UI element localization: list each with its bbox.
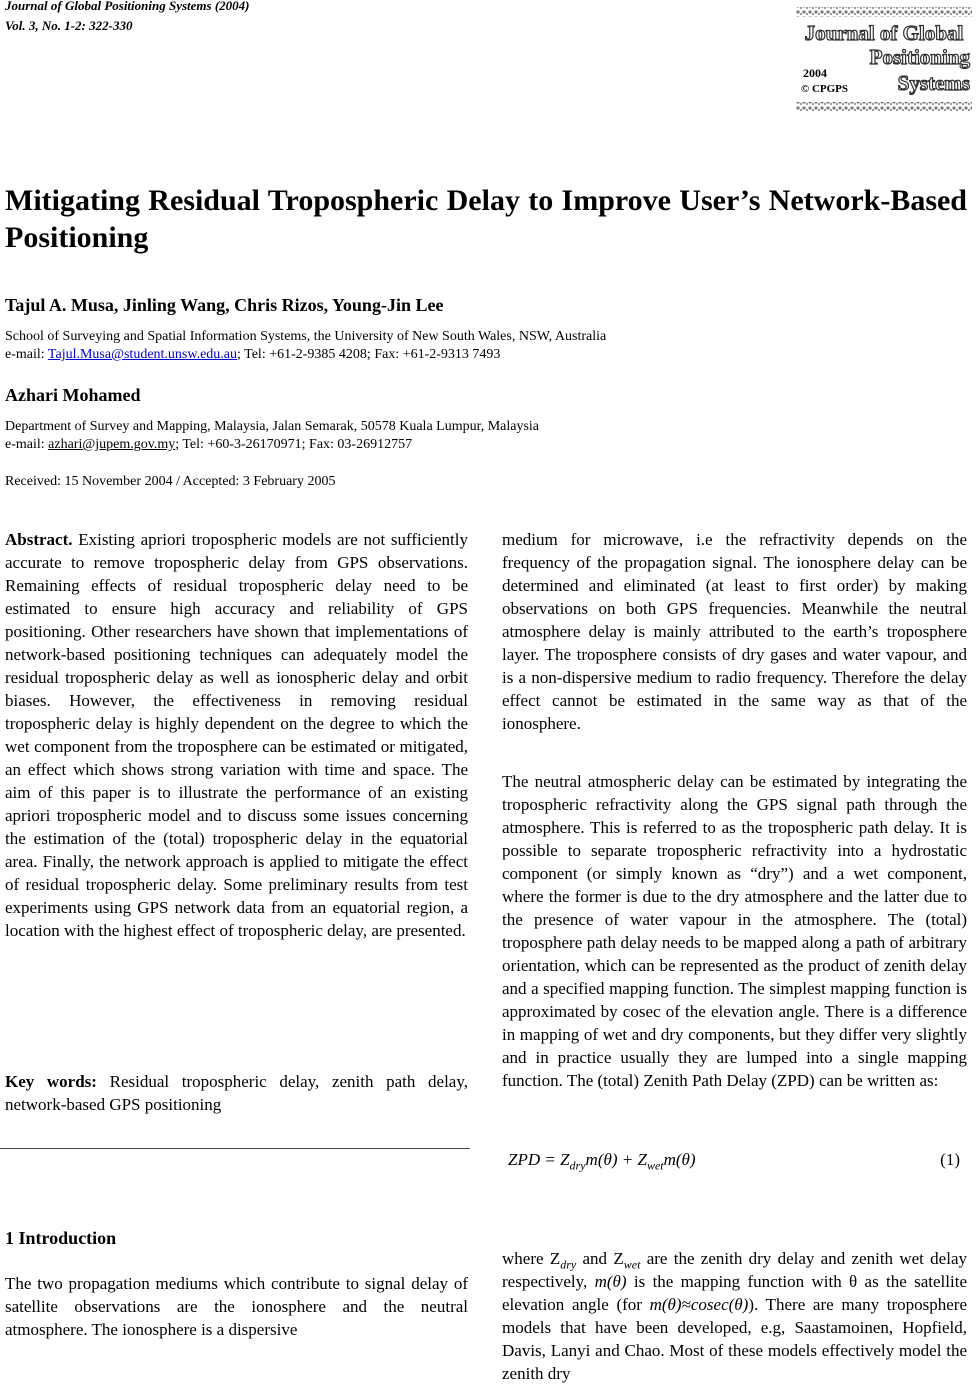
contact-2-phone: ; Tel: +60-3-26170971; Fax: 03-26912757 (175, 437, 413, 452)
affiliation-2: Department of Survey and Mapping, Malaysia, Jalan Semarak, 50578 Kuala Lumpur, Malaysia (5, 419, 540, 434)
contact-1-phone: ; Tel: +61-2-9385 4208; Fax: +61-2-9313 7493 (237, 347, 501, 362)
journal-volume: Vol. 3, No. 1-2: 322-330 (5, 18, 133, 33)
p3-e: are the zenith dry delay and zenith wet delay respectively, (502, 1249, 967, 1291)
logo-year: 2004 (803, 66, 827, 80)
eq-lhs: ZPD = Z (508, 1150, 570, 1169)
logo-bottom-border (796, 102, 972, 112)
p3-sub-wet: wet (623, 1257, 641, 1272)
equation-number: (1) (940, 1150, 960, 1169)
eq-sub-wet: wet (646, 1158, 664, 1173)
contact-2-prefix: e-mail: (5, 437, 49, 452)
journal-name: Journal of Global Positioning Systems (2004) (5, 0, 250, 13)
p3-i: ). There are many troposphere models that have been developed, e.g, Saastamoinen, Hopfield, Davis, Lanyi and Chao. Most of these models effectively model the zenith dry (502, 1295, 968, 1383)
logo-top-border (796, 7, 972, 17)
p3-c: and Z (576, 1249, 624, 1268)
logo-line1: Journal of Global (804, 21, 964, 45)
section-heading-introduction: 1 Introduction (5, 1228, 117, 1248)
authors-group-2: Azhari Mohamed (5, 385, 141, 405)
equation-1 (508, 1150, 968, 1176)
right-para2-text: The neutral atmospheric delay can be estimated by integrating the tropospheric refractivity along the GPS signal path through the atmosphere. This is referred to as the tropospheric path delay. It is possible to separate tropospheric refractivity into a hydrostatic component (or simply known as “dry”) and a wet component, where the former is due to the dry atmosphere and the latter due to the presence of water vapour in the atmosphere. The (total) troposphere path delay needs to be mapped along a path of arbitrary orientation, which can be represented as the product of zenith delay and a specified mapping function. The simplest mapping function is approximated by cosec of the elevation angle. There is a difference in mapping of wet and dry components, but they differ very slightly and in practice usually they are lumped into a single mapping function. The (total) Zenith Path Delay (ZPD) can be written as: (502, 772, 967, 1090)
contact-1 (5, 346, 500, 364)
abstract-block (5, 528, 468, 942)
email-link-2[interactable]: azhari@jupem.gov.my (48, 437, 176, 452)
logo-copyright: © CPGPS (801, 83, 849, 95)
journal-logo (796, 4, 972, 116)
intro-text: The two propagation mediums which contribute to signal delay of satellite observations are the ionosphere and the neutral atmosphere. The ionosphere is a dispersive (5, 1274, 468, 1339)
eq-sub-dry: dry (569, 1158, 586, 1173)
received-dates: Received: 15 November 2004 / Accepted: 3 February 2005 (5, 474, 336, 489)
logo-line3: Systems (897, 71, 970, 95)
p3-mapping-fn: m(θ) (594, 1272, 627, 1291)
affiliation-1: School of Surveying and Spatial Information Systems, the University of New South Wales, NSW, Australia (5, 329, 607, 344)
authors-group-1: Tajul A. Musa, Jinling Wang, Chris Rizos, Young-Jin Lee (5, 295, 444, 315)
logo-line2: Positioning (869, 45, 970, 69)
intro-paragraph (5, 1272, 468, 1341)
email-link-1[interactable]: Tajul.Musa@student.unsw.edu.au (47, 347, 237, 362)
p3-a: where Z (502, 1249, 561, 1268)
abstract-text: Existing apriori tropospheric models are not sufficiently accurate to remove tropospheric delay from GPS observations. Remaining effects of residual tropospheric delay need to be estimated to ensure high accuracy and reliability of GPS positioning. Other researchers have shown that implementations of network-based positioning techniques can adequately model the residual tropospheric delay as well as ionospheric delay and orbit biases. However, the effectiveness in removing residual tropospheric delay is highly dependent on the degree to which the wet component from the troposphere can be estimated or mitigated, an effect which shows strong variation with time and space. The aim of this paper is to illustrate the performance of an existing apriori tropospheric model and to discuss some issues concerning the estimation of the (total) tropospheric delay in the equatorial area. Finally, the network approach is applied to mitigate the effect of residual tropospheric delay. Some preliminary results from test experiments using GPS network data from an equatorial region, a location with the highest effect of tropospheric delay, are presented. (5, 530, 468, 940)
keywords-block (5, 1070, 468, 1116)
eq-end: m(θ) (663, 1150, 696, 1169)
right-paragraph-3 (502, 1247, 967, 1385)
p3-cosec: m(θ)≈cosec(θ) (649, 1295, 749, 1314)
contact-2 (5, 436, 412, 454)
eq-mid: m(θ) + Z (585, 1150, 647, 1169)
keywords-text: Residual tropospheric delay, zenith path delay, network-based GPS positioning (5, 1072, 468, 1114)
right-para1-text: medium for microwave, i.e the refractivity depends on the frequency of the propagation signal. The ionosphere delay can be determined and eliminated (at least to first order) by making observations on both GPS frequencies. Meanwhile the neutral atmosphere delay is mainly attributed to the earth’s troposphere layer. The troposphere consists of dry gases and water vapour, and is a non-dispersive medium to radio frequency. Therefore the delay effect cannot be estimated in the same way as that of the ionosphere. (502, 530, 967, 733)
keywords-label: Key words: (5, 1072, 97, 1091)
column-divider-rule (0, 1148, 470, 1149)
contact-1-prefix: e-mail: (5, 347, 48, 362)
right-paragraph-1 (502, 528, 967, 735)
p3-sub-dry: dry (560, 1257, 577, 1272)
equation-body (508, 1150, 696, 1173)
abstract-label: Abstract. (5, 530, 73, 549)
right-paragraph-2 (502, 770, 967, 1092)
p3-g: is the mapping function with θ as the satellite elevation angle (for (502, 1272, 967, 1314)
paper-title: Mitigating Residual Tropospheric Delay to Improve User’s Network-Based Positioning (5, 184, 967, 254)
